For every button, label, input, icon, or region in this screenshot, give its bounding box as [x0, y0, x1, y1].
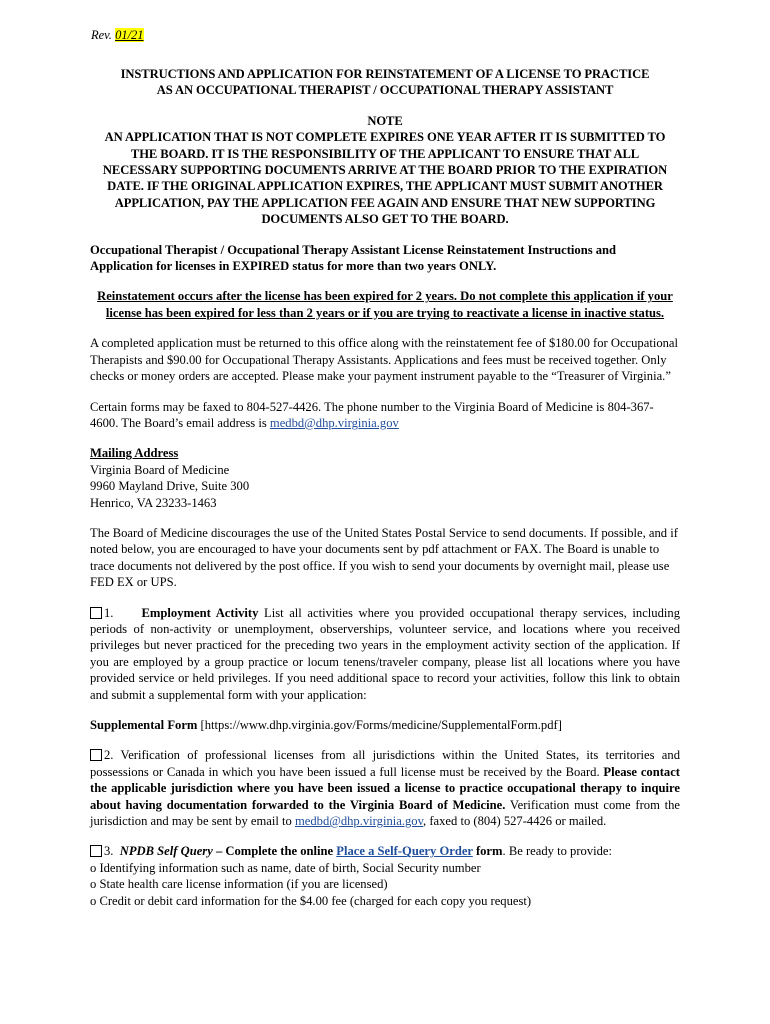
item-2-text-1: Verification of professional licenses from all jurisdictions within the United States, its territories and possessions or Canada in which you have been issued a full license must be received by the Board.: [90, 748, 680, 779]
mailing-line-3: Henrico, VA 23233-1463: [90, 495, 217, 510]
item-1: [90, 605, 680, 703]
item-3-dash: – Complete the online: [212, 844, 337, 859]
item-2-text-2: Verification must come from the jurisdiction and may be sent by email to: [90, 797, 681, 829]
item-1-number: 1.: [104, 605, 114, 620]
document-title: [90, 66, 680, 99]
item-2: [90, 747, 680, 829]
revision-label: [91, 28, 144, 43]
mailing-line-2: 9960 Mayland Drive, Suite 300: [90, 479, 250, 494]
item-1-label: Employment Activity: [141, 605, 259, 620]
revision-prefix: Rev.: [91, 28, 116, 42]
supplemental-label: Supplemental Form: [90, 718, 198, 732]
item-2-email-link[interactable]: medbd@dhp.virginia.gov: [294, 814, 424, 829]
note-heading: NOTE: [367, 113, 403, 128]
item-2-bold: Please contact the applicable jurisdiction where you have been issued a license to practice occupational therapy to inquire about having documentation forwarded to the Virginia Board of Medicine.: [90, 764, 680, 812]
self-query-order-link[interactable]: Place a Self-Query Order: [336, 844, 473, 859]
item-3: [90, 843, 680, 909]
revision-date: 01/21: [115, 28, 144, 42]
list-item: o Identifying information such as name, date of birth, Social Security number: [90, 860, 481, 875]
board-email-link[interactable]: medbd@dhp.virginia.gov: [269, 415, 399, 430]
document-body: [90, 66, 680, 909]
item-2-text-3: , faxed to (804) 527-4426 or mailed.: [423, 814, 607, 829]
item-3-list: [90, 860, 680, 909]
item-3-rest: . Be ready to provide:: [502, 844, 612, 859]
mailing-heading: Mailing Address: [90, 446, 179, 461]
title-line-1: INSTRUCTIONS AND APPLICATION FOR REINSTATEMENT OF A LICENSE TO PRACTICE: [120, 67, 650, 81]
item-3-after: form: [472, 844, 503, 859]
item-3-checkbox[interactable]: [90, 845, 102, 857]
subtitle: Occupational Therapist / Occupational Therapy Assistant License Reinstatement Instructions and Application for licenses in EXPIRED status for more than two years ONLY.: [90, 242, 617, 274]
item-2-checkbox[interactable]: [90, 749, 102, 761]
item-1-text: List all activities where you provided occupational therapy services, including periods of non-activity or unemployment, observerships, volunteer service, and locations where you received privileges but never practiced for the preceding two years in the employment activity section of the application. If you are employed by a group practice or locum tenens/traveler company, please list all locations where you have provided service or held privileges. If you need additional space to record your activities, follow this link to obtain and submit a supplemental form with your application:: [90, 605, 680, 702]
item-3-number: 3.: [104, 844, 114, 859]
mailing-address: [90, 445, 680, 511]
note-block: [90, 113, 680, 228]
list-item: o State health care license information (if you are licensed): [90, 877, 388, 892]
item-3-label: NPDB Self Query: [119, 844, 213, 859]
title-line-2: AS AN OCCUPATIONAL THERAPIST / OCCUPATIONAL THERAPY ASSISTANT: [156, 83, 614, 98]
item-1-checkbox[interactable]: [90, 607, 102, 619]
note-text: AN APPLICATION THAT IS NOT COMPLETE EXPIRES ONE YEAR AFTER IT IS SUBMITTED TO THE BOARD. IT IS THE RESPONSIBILITY OF THE APPLICANT TO ENSURE THAT ALL NECESSARY SUPPORTING DOCUMENTS ARRIVE AT THE BOARD PRIOR TO THE EXPIRATION DATE. IF THE ORIGINAL APPLICATION EXPIRES, THE APPLICANT MUST SUBMIT ANOTHER APPLICATION, PAY THE APPLICATION FEE AGAIN AND ENSURE THAT NEW SUPPORTING DOCUMENTS ALSO GET TO THE BOARD.: [102, 130, 668, 227]
supplemental-url: [https://www.dhp.virginia.gov/Forms/medicine/SupplementalForm.pdf]: [197, 718, 562, 732]
fee-paragraph: A completed application must be returned to this office along with the reinstatement fee of $180.00 for Occupational Therapists and $90.00 for Occupational Therapy Assistants. Applications and fees must be received together. Only checks or money orders are accepted. Please make your payment instrument payable to the “Treasurer of Virginia.”: [90, 336, 679, 384]
postal-paragraph: The Board of Medicine discourages the use of the United States Postal Service to send documents. If possible, and if noted below, you are encouraged to have your documents sent by pdf attachment or FAX. The Board is unable to trace documents not delivered by the post office. If you wish to send your documents by overnight mail, please use FED EX or UPS.: [90, 525, 678, 590]
mailing-line-1: Virginia Board of Medicine: [90, 462, 230, 477]
list-item: o Credit or debit card information for the $4.00 fee (charged for each copy you request): [90, 893, 532, 908]
supplemental-form: [90, 717, 680, 733]
item-2-number: 2.: [104, 748, 114, 763]
contact-paragraph: [90, 399, 680, 432]
reinstatement-notice: Reinstatement occurs after the license has been expired for 2 years. Do not complete this application if your license has been expired for less than 2 years or if you are trying to reactivate a license in inactive status.: [97, 289, 673, 320]
contact-text: Certain forms may be faxed to 804-527-4426. The phone number to the Virginia Board of Medicine is 804-367-4600. The Board’s email address is: [90, 399, 654, 430]
